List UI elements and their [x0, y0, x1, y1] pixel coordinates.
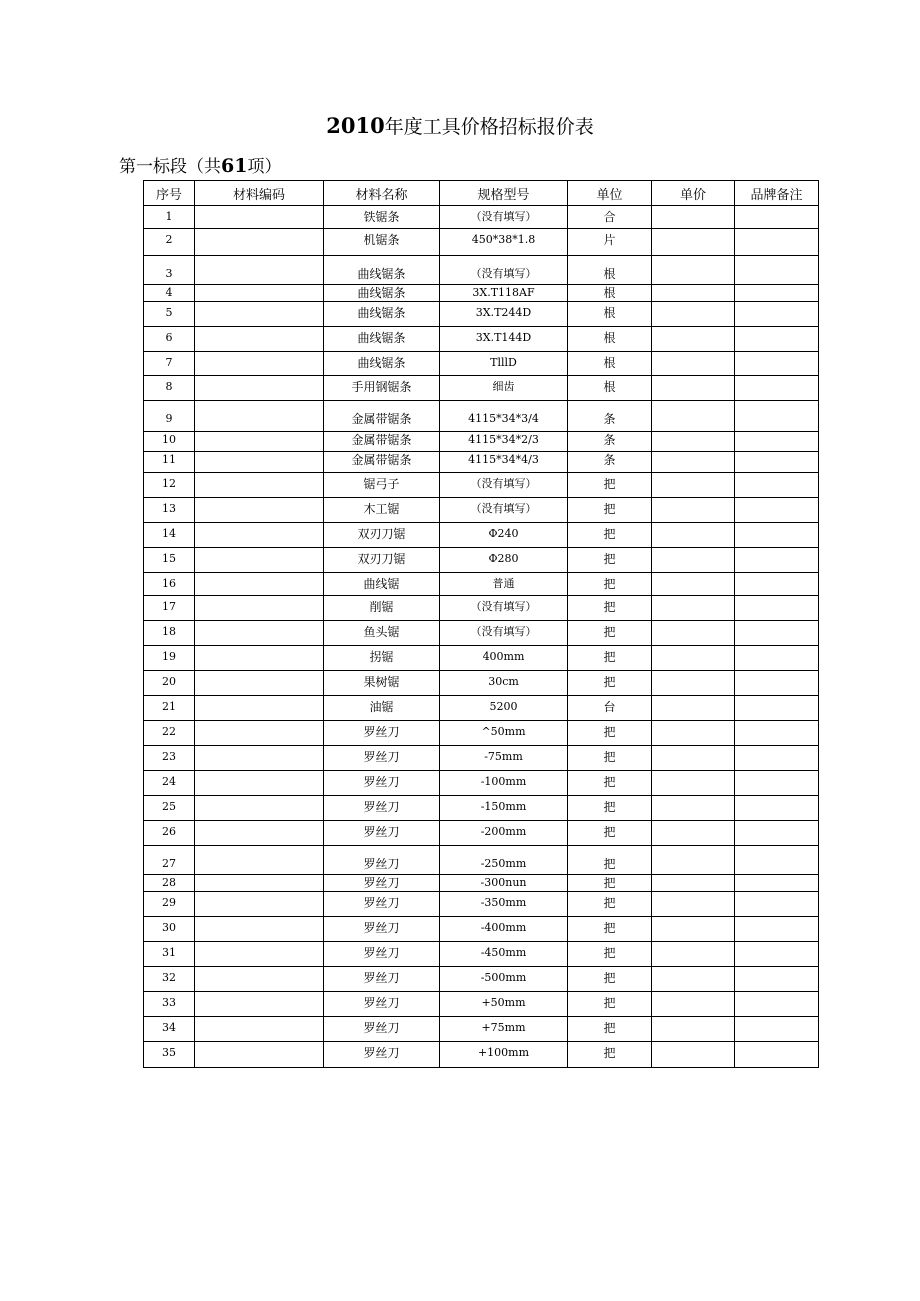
cell-unit-price: [652, 473, 735, 498]
cell-unit: 把: [568, 1017, 652, 1042]
cell-index: 30: [144, 917, 195, 942]
table-row: [144, 746, 819, 771]
cell-material-code: [195, 967, 324, 992]
cell-index: 16: [144, 573, 195, 596]
cell-unit-price: [652, 302, 735, 327]
table-row: [144, 401, 819, 432]
cell-unit: 把: [568, 573, 652, 596]
cell-unit-price: [652, 967, 735, 992]
cell-unit: 把: [568, 992, 652, 1017]
cell-material-name: 双刃刀锯: [324, 548, 440, 573]
cell-brand-note: [735, 498, 819, 523]
cell-material-code: [195, 432, 324, 452]
table-row: [144, 523, 819, 548]
cell-index: 15: [144, 548, 195, 573]
cell-unit-price: [652, 892, 735, 917]
cell-material-name: 罗丝刀: [324, 992, 440, 1017]
cell-brand-note: [735, 327, 819, 352]
cell-brand-note: [735, 573, 819, 596]
cell-material-code: [195, 646, 324, 671]
cell-unit: 片: [568, 229, 652, 256]
table-row: [144, 621, 819, 646]
cell-index: 20: [144, 671, 195, 696]
cell-material-name: 曲线锯: [324, 573, 440, 596]
cell-material-code: [195, 302, 324, 327]
cell-material-code: [195, 992, 324, 1017]
cell-index: 34: [144, 1017, 195, 1042]
cell-material-code: [195, 696, 324, 721]
cell-index: 27: [144, 846, 195, 875]
table-row: [144, 285, 819, 302]
cell-unit-price: [652, 796, 735, 821]
cell-material-name: 罗丝刀: [324, 796, 440, 821]
cell-index: 32: [144, 967, 195, 992]
cell-spec: 3X.T244D: [440, 302, 568, 327]
cell-spec: -100mm: [440, 771, 568, 796]
cell-brand-note: [735, 401, 819, 432]
cell-unit-price: [652, 327, 735, 352]
cell-unit-price: [652, 401, 735, 432]
cell-material-code: [195, 846, 324, 875]
cell-unit-price: [652, 875, 735, 892]
cell-material-name: 罗丝刀: [324, 1042, 440, 1068]
cell-unit-price: [652, 285, 735, 302]
column-header-spec: 规格型号: [440, 181, 568, 206]
cell-unit: 根: [568, 376, 652, 401]
cell-material-name: 罗丝刀: [324, 967, 440, 992]
cell-unit-price: [652, 573, 735, 596]
table-row: [144, 498, 819, 523]
cell-index: 24: [144, 771, 195, 796]
cell-material-name: 金属带锯条: [324, 432, 440, 452]
cell-unit: 把: [568, 746, 652, 771]
cell-unit-price: [652, 746, 735, 771]
cell-spec: 4115*34*3/4: [440, 401, 568, 432]
cell-index: 19: [144, 646, 195, 671]
cell-brand-note: [735, 721, 819, 746]
cell-unit-price: [652, 621, 735, 646]
cell-spec: （没有填写）: [440, 473, 568, 498]
cell-material-name: 金属带锯条: [324, 452, 440, 473]
cell-material-name: 罗丝刀: [324, 1017, 440, 1042]
cell-brand-note: [735, 596, 819, 621]
column-header-brand-note: 品牌备注: [735, 181, 819, 206]
cell-spec: 450*38*1.8: [440, 229, 568, 256]
cell-index: 31: [144, 942, 195, 967]
cell-index: 13: [144, 498, 195, 523]
table-row: [144, 206, 819, 229]
column-header-material-name: 材料名称: [324, 181, 440, 206]
cell-material-name: 曲线锯条: [324, 327, 440, 352]
cell-spec: ^50mm: [440, 721, 568, 746]
cell-material-name: 曲线锯条: [324, 285, 440, 302]
cell-unit: 把: [568, 671, 652, 696]
cell-unit-price: [652, 992, 735, 1017]
cell-index: 7: [144, 352, 195, 376]
cell-material-code: [195, 821, 324, 846]
cell-material-code: [195, 621, 324, 646]
cell-brand-note: [735, 942, 819, 967]
table-row: [144, 671, 819, 696]
cell-spec: （没有填写）: [440, 621, 568, 646]
cell-index: 26: [144, 821, 195, 846]
cell-brand-note: [735, 473, 819, 498]
cell-unit-price: [652, 771, 735, 796]
cell-material-code: [195, 771, 324, 796]
cell-material-name: 锯弓子: [324, 473, 440, 498]
table-row: [144, 256, 819, 285]
cell-brand-note: [735, 796, 819, 821]
cell-material-code: [195, 285, 324, 302]
cell-index: 22: [144, 721, 195, 746]
cell-spec: Φ240: [440, 523, 568, 548]
cell-unit: 把: [568, 942, 652, 967]
cell-material-name: 罗丝刀: [324, 821, 440, 846]
cell-spec: +100mm: [440, 1042, 568, 1068]
cell-unit-price: [652, 821, 735, 846]
cell-unit: 把: [568, 967, 652, 992]
cell-brand-note: [735, 821, 819, 846]
cell-material-name: 拐锯: [324, 646, 440, 671]
table-row: [144, 352, 819, 376]
cell-index: 10: [144, 432, 195, 452]
column-header-unit-price: 单价: [652, 181, 735, 206]
cell-spec: 3X.T118AF: [440, 285, 568, 302]
cell-brand-note: [735, 846, 819, 875]
cell-index: 21: [144, 696, 195, 721]
cell-brand-note: [735, 1017, 819, 1042]
cell-material-name: 罗丝刀: [324, 875, 440, 892]
cell-spec: -150mm: [440, 796, 568, 821]
cell-spec: 4115*34*4/3: [440, 452, 568, 473]
cell-unit-price: [652, 1017, 735, 1042]
cell-material-name: 果树锯: [324, 671, 440, 696]
cell-spec: -350mm: [440, 892, 568, 917]
cell-material-code: [195, 892, 324, 917]
cell-brand-note: [735, 206, 819, 229]
cell-material-code: [195, 229, 324, 256]
cell-material-name: 木工锯: [324, 498, 440, 523]
cell-index: 6: [144, 327, 195, 352]
cell-brand-note: [735, 376, 819, 401]
cell-unit-price: [652, 696, 735, 721]
table-row: [144, 917, 819, 942]
cell-unit: 条: [568, 452, 652, 473]
cell-material-code: [195, 452, 324, 473]
cell-unit-price: [652, 942, 735, 967]
cell-unit: 根: [568, 256, 652, 285]
cell-unit: 把: [568, 473, 652, 498]
cell-material-name: 罗丝刀: [324, 746, 440, 771]
cell-index: 33: [144, 992, 195, 1017]
cell-spec: Φ280: [440, 548, 568, 573]
cell-spec: +75mm: [440, 1017, 568, 1042]
cell-brand-note: [735, 746, 819, 771]
cell-spec: 5200: [440, 696, 568, 721]
cell-index: 5: [144, 302, 195, 327]
cell-unit: 把: [568, 548, 652, 573]
table-row: [144, 771, 819, 796]
cell-spec: 普通: [440, 573, 568, 596]
cell-spec: -450mm: [440, 942, 568, 967]
table-row: [144, 967, 819, 992]
cell-material-name: 罗丝刀: [324, 942, 440, 967]
table-row: [144, 302, 819, 327]
table-row: [144, 992, 819, 1017]
cell-brand-note: [735, 352, 819, 376]
cell-index: 4: [144, 285, 195, 302]
cell-unit: 根: [568, 327, 652, 352]
cell-index: 29: [144, 892, 195, 917]
cell-unit: 把: [568, 821, 652, 846]
cell-unit-price: [652, 376, 735, 401]
cell-index: 12: [144, 473, 195, 498]
cell-unit: 把: [568, 596, 652, 621]
cell-unit: 把: [568, 771, 652, 796]
cell-material-name: 曲线锯条: [324, 256, 440, 285]
cell-spec: 细齿: [440, 376, 568, 401]
cell-brand-note: [735, 523, 819, 548]
cell-index: 18: [144, 621, 195, 646]
cell-brand-note: [735, 548, 819, 573]
cell-brand-note: [735, 256, 819, 285]
cell-spec: （没有填写）: [440, 256, 568, 285]
cell-spec: （没有填写）: [440, 498, 568, 523]
cell-unit: 把: [568, 498, 652, 523]
cell-unit-price: [652, 671, 735, 696]
cell-material-code: [195, 473, 324, 498]
cell-unit-price: [652, 229, 735, 256]
cell-brand-note: [735, 1042, 819, 1068]
cell-unit-price: [652, 206, 735, 229]
cell-unit-price: [652, 548, 735, 573]
cell-brand-note: [735, 771, 819, 796]
cell-unit-price: [652, 352, 735, 376]
cell-material-code: [195, 256, 324, 285]
table-row: [144, 721, 819, 746]
cell-unit-price: [652, 721, 735, 746]
cell-index: 25: [144, 796, 195, 821]
cell-spec: -500mm: [440, 967, 568, 992]
cell-material-name: 罗丝刀: [324, 917, 440, 942]
cell-brand-note: [735, 875, 819, 892]
cell-index: 9: [144, 401, 195, 432]
cell-unit-price: [652, 596, 735, 621]
column-header-unit: 单位: [568, 181, 652, 206]
cell-index: 23: [144, 746, 195, 771]
cell-unit: 根: [568, 352, 652, 376]
table-row: [144, 1017, 819, 1042]
cell-spec: 30cm: [440, 671, 568, 696]
cell-unit: 条: [568, 432, 652, 452]
cell-material-name: 曲线锯条: [324, 352, 440, 376]
cell-unit: 根: [568, 285, 652, 302]
cell-material-name: 油锯: [324, 696, 440, 721]
cell-spec: 3X.T144D: [440, 327, 568, 352]
cell-unit: 把: [568, 796, 652, 821]
cell-material-name: 机锯条: [324, 229, 440, 256]
table-row: [144, 846, 819, 875]
cell-material-code: [195, 746, 324, 771]
cell-material-name: 手用钢锯条: [324, 376, 440, 401]
table-row: [144, 327, 819, 352]
cell-brand-note: [735, 285, 819, 302]
document-title: [0, 112, 920, 139]
title-text: 年度工具价格招标报价表: [384, 116, 594, 138]
cell-brand-note: [735, 432, 819, 452]
cell-unit: 条: [568, 401, 652, 432]
cell-spec: （没有填写）: [440, 596, 568, 621]
cell-unit-price: [652, 256, 735, 285]
cell-unit: 把: [568, 875, 652, 892]
section-prefix: 第一标段（共: [119, 157, 221, 177]
cell-material-code: [195, 917, 324, 942]
cell-brand-note: [735, 992, 819, 1017]
cell-unit: 把: [568, 1042, 652, 1068]
cell-brand-note: [735, 671, 819, 696]
cell-brand-note: [735, 917, 819, 942]
cell-material-name: 金属带锯条: [324, 401, 440, 432]
cell-unit: 把: [568, 917, 652, 942]
cell-material-name: 双刃刀锯: [324, 523, 440, 548]
table-header-row: [144, 181, 819, 206]
cell-brand-note: [735, 696, 819, 721]
cell-material-code: [195, 721, 324, 746]
cell-material-name: 罗丝刀: [324, 721, 440, 746]
cell-material-code: [195, 401, 324, 432]
table-row: [144, 696, 819, 721]
cell-spec: -300nun: [440, 875, 568, 892]
section-suffix: 项）: [247, 157, 282, 177]
cell-index: 8: [144, 376, 195, 401]
cell-index: 17: [144, 596, 195, 621]
section-heading: [119, 152, 281, 177]
cell-material-code: [195, 498, 324, 523]
cell-material-name: 曲线锯条: [324, 302, 440, 327]
cell-material-code: [195, 796, 324, 821]
price-table: [143, 180, 819, 1068]
cell-material-name: 罗丝刀: [324, 771, 440, 796]
cell-index: 14: [144, 523, 195, 548]
column-header-material-code: 材料编码: [195, 181, 324, 206]
cell-index: 3: [144, 256, 195, 285]
cell-spec: -200mm: [440, 821, 568, 846]
cell-unit: 把: [568, 646, 652, 671]
cell-index: 11: [144, 452, 195, 473]
cell-index: 2: [144, 229, 195, 256]
table-row: [144, 875, 819, 892]
table-row: [144, 229, 819, 256]
cell-unit: 台: [568, 696, 652, 721]
table-row: [144, 452, 819, 473]
cell-brand-note: [735, 646, 819, 671]
cell-material-code: [195, 523, 324, 548]
cell-index: 35: [144, 1042, 195, 1068]
cell-material-code: [195, 376, 324, 401]
cell-unit-price: [652, 498, 735, 523]
cell-spec: TlllD: [440, 352, 568, 376]
cell-unit: 把: [568, 892, 652, 917]
cell-spec: -250mm: [440, 846, 568, 875]
table-row: [144, 892, 819, 917]
cell-unit-price: [652, 646, 735, 671]
cell-spec: 400mm: [440, 646, 568, 671]
cell-brand-note: [735, 967, 819, 992]
cell-brand-note: [735, 892, 819, 917]
cell-spec: +50mm: [440, 992, 568, 1017]
cell-material-code: [195, 573, 324, 596]
cell-material-code: [195, 327, 324, 352]
cell-material-code: [195, 352, 324, 376]
table-row: [144, 646, 819, 671]
table-row: [144, 573, 819, 596]
table-row: [144, 473, 819, 498]
cell-material-name: 罗丝刀: [324, 892, 440, 917]
cell-unit-price: [652, 846, 735, 875]
table-row: [144, 796, 819, 821]
section-count: 61: [221, 155, 248, 177]
cell-unit: 把: [568, 621, 652, 646]
cell-brand-note: [735, 621, 819, 646]
cell-unit: 合: [568, 206, 652, 229]
cell-material-code: [195, 671, 324, 696]
table-row: [144, 1042, 819, 1068]
cell-material-name: 鱼头锯: [324, 621, 440, 646]
cell-index: 28: [144, 875, 195, 892]
cell-spec: -400mm: [440, 917, 568, 942]
title-year: 2010: [326, 113, 385, 138]
cell-unit-price: [652, 432, 735, 452]
cell-unit: 把: [568, 721, 652, 746]
table-row: [144, 596, 819, 621]
cell-unit-price: [652, 452, 735, 473]
cell-spec: -75mm: [440, 746, 568, 771]
cell-material-code: [195, 942, 324, 967]
cell-unit-price: [652, 1042, 735, 1068]
cell-brand-note: [735, 302, 819, 327]
cell-material-name: 罗丝刀: [324, 846, 440, 875]
table-row: [144, 432, 819, 452]
cell-spec: 4115*34*2/3: [440, 432, 568, 452]
cell-material-code: [195, 1017, 324, 1042]
cell-brand-note: [735, 452, 819, 473]
cell-unit: 把: [568, 846, 652, 875]
cell-brand-note: [735, 229, 819, 256]
cell-material-code: [195, 206, 324, 229]
cell-material-name: 削锯: [324, 596, 440, 621]
cell-unit-price: [652, 917, 735, 942]
table-body: [144, 206, 819, 1068]
cell-material-code: [195, 875, 324, 892]
cell-material-name: 铁锯条: [324, 206, 440, 229]
table-row: [144, 548, 819, 573]
cell-material-code: [195, 548, 324, 573]
column-header-index: 序号: [144, 181, 195, 206]
table-row: [144, 821, 819, 846]
cell-unit: 根: [568, 302, 652, 327]
cell-material-code: [195, 1042, 324, 1068]
cell-unit: 把: [568, 523, 652, 548]
cell-material-code: [195, 596, 324, 621]
cell-unit-price: [652, 523, 735, 548]
table-row: [144, 942, 819, 967]
table-row: [144, 376, 819, 401]
cell-spec: （没有填写）: [440, 206, 568, 229]
cell-index: 1: [144, 206, 195, 229]
